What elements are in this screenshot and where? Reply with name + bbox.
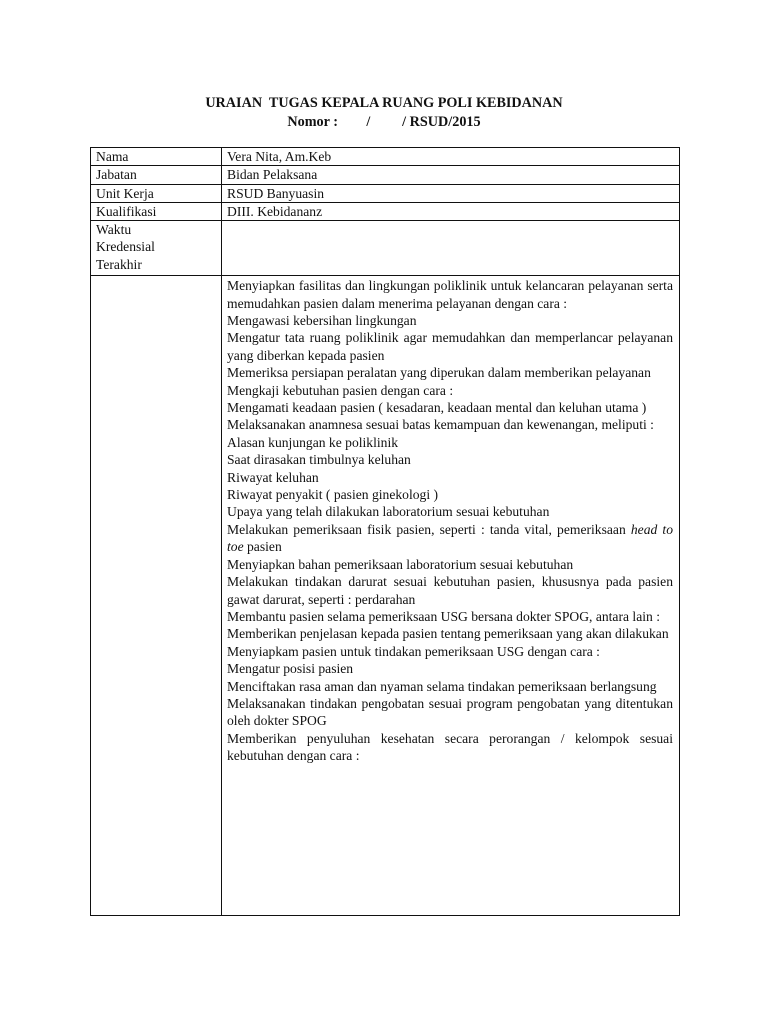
label-waktu-kredensial: Waktu Kredensial Terakhir	[91, 221, 222, 276]
job-description-table	[90, 147, 680, 916]
duty-item: Memberikan penyuluhan kesehatan secara perorangan / kelompok sesuai kebutuhan dengan cara :	[227, 730, 673, 764]
duty-text: Melakukan pemeriksaan fisik pasien, seperti : tanda vital, pemeriksaan	[227, 521, 631, 537]
duty-item: Mengatur tata ruang poliklinik agar memudahkan dan memperlancar pelayanan yang diberkan kepada pasien	[227, 330, 673, 363]
duty-item: Melaksanakan anamnesa sesuai batas kemampuan dan kewenangan, meliputi :	[227, 417, 654, 433]
label-kualifikasi: Kualifikasi	[91, 202, 222, 220]
value-nama: Vera Nita, Am.Keb	[222, 148, 680, 166]
duty-item: Menyiapkan fasilitas dan lingkungan poliklinik untuk kelancaran pelayanan serta memudahkan pasien dalam menerima pelayanan dengan cara :	[227, 278, 673, 311]
duty-item: Alasan kunjungan ke poliklinik	[227, 434, 399, 450]
table-row	[91, 166, 680, 184]
label-jabatan: Jabatan	[91, 166, 222, 184]
duty-item: Menyiapkan bahan pemeriksaan laboratorium sesuai kebutuhan	[227, 556, 574, 572]
value-unit-kerja: RSUD Banyuasin	[222, 184, 680, 202]
duty-item: Memberikan penjelasan kepada pasien tentang pemeriksaan yang akan dilakukan	[227, 626, 669, 642]
duty-item: Mengawasi kebersihan lingkungan	[227, 313, 417, 328]
label-unit-kerja: Unit Kerja	[91, 184, 222, 202]
duty-item: Mengkaji kebutuhan pasien dengan cara :	[227, 382, 454, 398]
table-row	[91, 184, 680, 202]
duties-empty-cell	[91, 276, 222, 916]
duty-item: Riwayat keluhan	[227, 469, 319, 485]
duty-item: Mengatur posisi pasien	[227, 661, 354, 677]
document-number: Nomor : / / RSUD/2015	[287, 114, 481, 130]
table-row	[91, 148, 680, 166]
duty-item: Riwayat penyakit ( pasien ginekologi )	[227, 487, 439, 503]
document-title: URAIAN TUGAS KEPALA RUANG POLI KEBIDANAN	[205, 95, 563, 111]
duty-item: Saat dirasakan timbulnya keluhan	[227, 452, 411, 468]
duty-item: Membantu pasien selama pemeriksaan USG bersana dokter SPOG, antara lain :	[227, 608, 660, 624]
duties-cell	[222, 276, 680, 916]
table-row	[91, 221, 680, 276]
value-kualifikasi: DIII. Kebidananz	[222, 202, 680, 220]
table-row	[91, 276, 680, 916]
duty-item: Menciftakan rasa aman dan nyaman selama tindakan pemeriksaan berlangsung	[227, 678, 657, 694]
duty-italic-text: head to toe	[227, 521, 673, 555]
value-waktu-kredensial	[222, 221, 680, 276]
duty-item: Melaksanakan tindakan pengobatan sesuai program pengobatan yang ditentukan oleh dokter SPOG	[227, 695, 673, 729]
table-row	[91, 202, 680, 220]
duty-item: Melakukan tindakan darurat sesuai kebutuhan pasien, khususnya pada pasien gawat darurat, seperti : perdarahan	[227, 574, 673, 607]
duty-item: Memeriksa persiapan peralatan yang diperukan dalam memberikan pelayanan	[227, 365, 651, 381]
duty-item: Menyiapkam pasien untuk tindakan pemeriksaan USG dengan cara :	[227, 643, 600, 659]
duty-text: pasien	[243, 539, 282, 555]
label-nama: Nama	[91, 148, 222, 166]
duty-item: Upaya yang telah dilakukan laboratorium sesuai kebutuhan	[227, 504, 550, 520]
duty-item: Mengamati keadaan pasien ( kesadaran, keadaan mental dan keluhan utama )	[227, 400, 647, 416]
duty-item-pemeriksaan-fisik	[227, 521, 673, 556]
value-jabatan: Bidan Pelaksana	[222, 166, 680, 184]
